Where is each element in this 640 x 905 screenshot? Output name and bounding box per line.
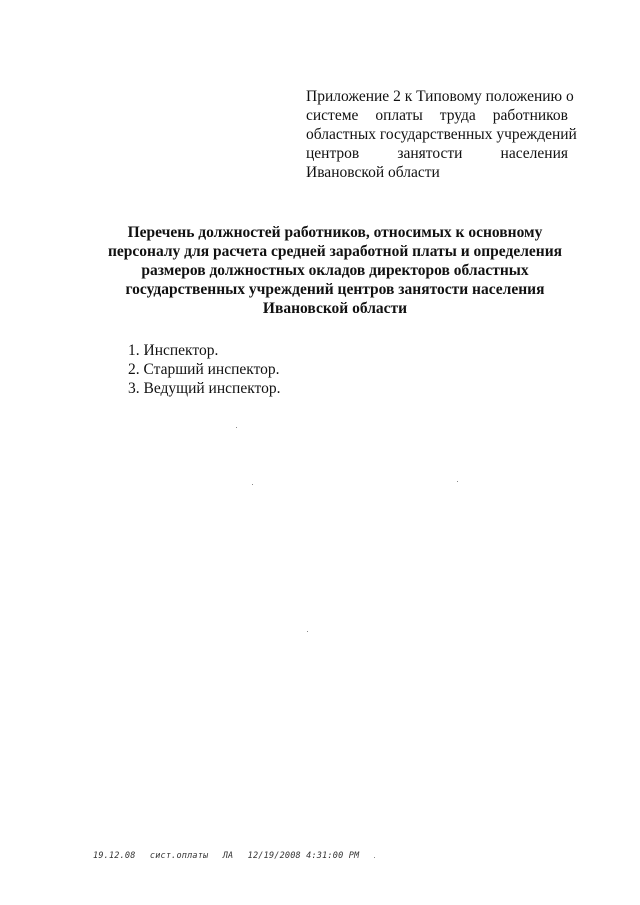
- scan-speck: [307, 631, 308, 632]
- document-title: [100, 223, 570, 318]
- title-line: Ивановской области: [262, 300, 408, 317]
- positions-list: [128, 341, 280, 398]
- appendix-header: [306, 87, 577, 182]
- list-item: 3. Ведущий инспектор.: [128, 380, 281, 397]
- footer-code: ЛА: [222, 851, 234, 861]
- footer-timestamp: 12/19/2008 4:31:00 PM: [247, 851, 360, 861]
- appendix-line: системе оплаты труда работников: [306, 107, 568, 124]
- footer-file: сист.оплаты: [149, 851, 209, 861]
- list-item: 1. Инспектор.: [128, 342, 219, 359]
- appendix-line: центров занятости населения: [306, 145, 568, 162]
- scan-speck: [252, 484, 253, 485]
- scan-speck: [457, 481, 458, 482]
- list-item: 2. Старший инспектор.: [128, 361, 280, 378]
- appendix-line: Приложение 2 к Типовому положению о: [306, 88, 574, 105]
- title-line: размеров должностных окладов директоров областных: [141, 262, 529, 279]
- title-line: персоналу для расчета средней заработной платы и определения: [107, 243, 563, 260]
- appendix-line: Ивановской области: [306, 164, 440, 181]
- footer-date: 19.12.08: [93, 851, 136, 861]
- title-line: государственных учреждений центров занятости населения: [125, 281, 545, 298]
- footer-stamp: [93, 851, 368, 861]
- scan-speck: [236, 427, 237, 428]
- title-line: Перечень должностей работников, относимых к основному: [127, 224, 543, 241]
- appendix-line: областных государственных учреждений: [306, 126, 577, 143]
- scan-speck: [374, 857, 375, 858]
